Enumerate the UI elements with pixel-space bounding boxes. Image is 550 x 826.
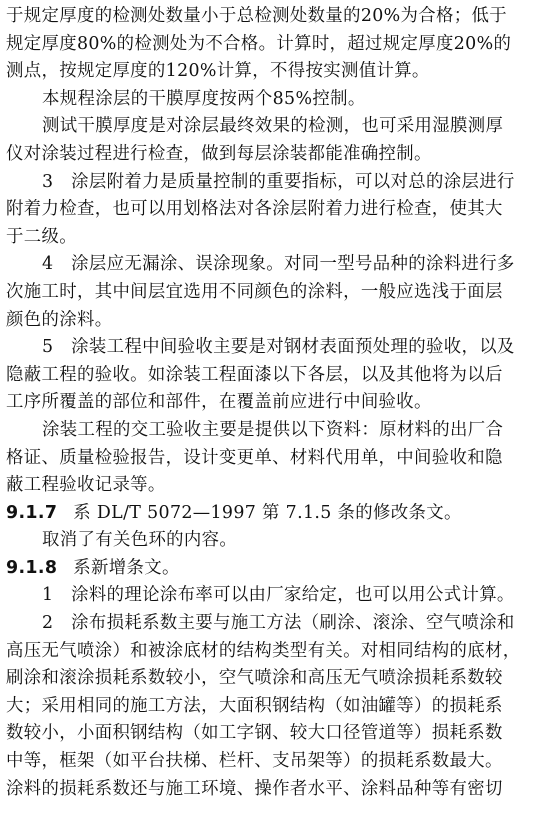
text-line: 隐蔽工程的验收。如涂装工程面漆以下各层，以及其他将为以后 bbox=[6, 364, 503, 385]
text-line: 于规定厚度的检测处数量小于总检测处数量的20%为合格；低于 bbox=[6, 6, 507, 26]
text-line: 工序所覆盖的部位和部件，在覆盖前应进行中间验收。 bbox=[6, 392, 432, 413]
clause-9-1-7-note: 取消了有关色环的内容。 bbox=[42, 530, 238, 551]
text-line: 于二级。 bbox=[6, 226, 77, 247]
document-page bbox=[6, 3, 546, 803]
clause-text: 系新增条文。 bbox=[73, 557, 180, 578]
text-line: 涂料的损耗系数还与施工环境、操作者水平、涂料品种等有密切 bbox=[6, 778, 503, 799]
text-line: 仪对涂装过程进行检查，做到每层涂装都能准确控制。 bbox=[6, 143, 432, 164]
text-line: 中等，框架（如平台扶梯、栏杆、支吊架等）的损耗系数最大。 bbox=[6, 751, 503, 772]
body-text bbox=[6, 3, 546, 500]
clause-9-1-8 bbox=[6, 555, 546, 583]
text-line: 4 涂层应无漏涂、误涂现象。对同一型号品种的涂料进行多 bbox=[42, 254, 515, 275]
text-line: 2 涂布损耗系数主要与施工方法（刷涂、滚涂、空气喷涂和 bbox=[42, 613, 515, 634]
clause-9-1-7 bbox=[6, 500, 546, 528]
clause-number: 9.1.7 bbox=[6, 502, 58, 523]
text-line: 本规程涂层的干膜厚度按两个85%控制。 bbox=[42, 88, 366, 109]
text-line: 测试干膜厚度是对涂层最终效果的检测，也可采用湿膜测厚 bbox=[42, 116, 504, 137]
text-line: 3 涂层附着力是质量控制的重要指标，可以对总的涂层进行 bbox=[42, 171, 515, 192]
clause-text: 系 DL/T 5072—1997 第 7.1.5 条的修改条文。 bbox=[73, 502, 462, 523]
text-line: 刷涂和滚涂损耗系数较小，空气喷涂和高压无气喷涂损耗系数较 bbox=[6, 668, 503, 689]
text-line: 格证、质量检验报告，设计变更单、材料代用单，中间验收和隐 bbox=[6, 447, 503, 468]
text-line: 规定厚度80%的检测处为不合格。计算时，超过规定厚度20%的 bbox=[6, 33, 512, 54]
text-line: 测点，按规定厚度的120%计算，不得按实测值计算。 bbox=[6, 61, 430, 82]
text-line: 大；采用相同的施工方法，大面积钢结构（如油罐等）的损耗系 bbox=[6, 695, 503, 716]
text-line: 1 涂料的理论涂布率可以由厂家给定，也可以用公式计算。 bbox=[42, 585, 515, 606]
text-line: 颜色的涂料。 bbox=[6, 309, 113, 330]
text-line: 蔽工程验收记录等。 bbox=[6, 475, 166, 496]
text-line: 5 涂装工程中间验收主要是对钢材表面预处理的验收，以及 bbox=[42, 337, 515, 358]
text-line: 次施工时，其中间层宜选用不同颜色的涂料，一般应选浅于面层 bbox=[6, 281, 503, 302]
text-line: 涂装工程的交工验收主要是提供以下资料：原材料的出厂合 bbox=[42, 419, 504, 440]
text-line: 高压无气喷涂）和被涂底材的结构类型有关。对相同结构的底材， bbox=[6, 640, 521, 661]
clause-number: 9.1.8 bbox=[6, 557, 58, 578]
text-line: 数较小，小面积钢结构（如工字钢、较大口径管道等）损耗系数 bbox=[6, 723, 503, 744]
text-line: 附着力检查，也可以用划格法对各涂层附着力进行检查，使其大 bbox=[6, 199, 503, 220]
clause-9-1-8-body bbox=[6, 582, 546, 803]
